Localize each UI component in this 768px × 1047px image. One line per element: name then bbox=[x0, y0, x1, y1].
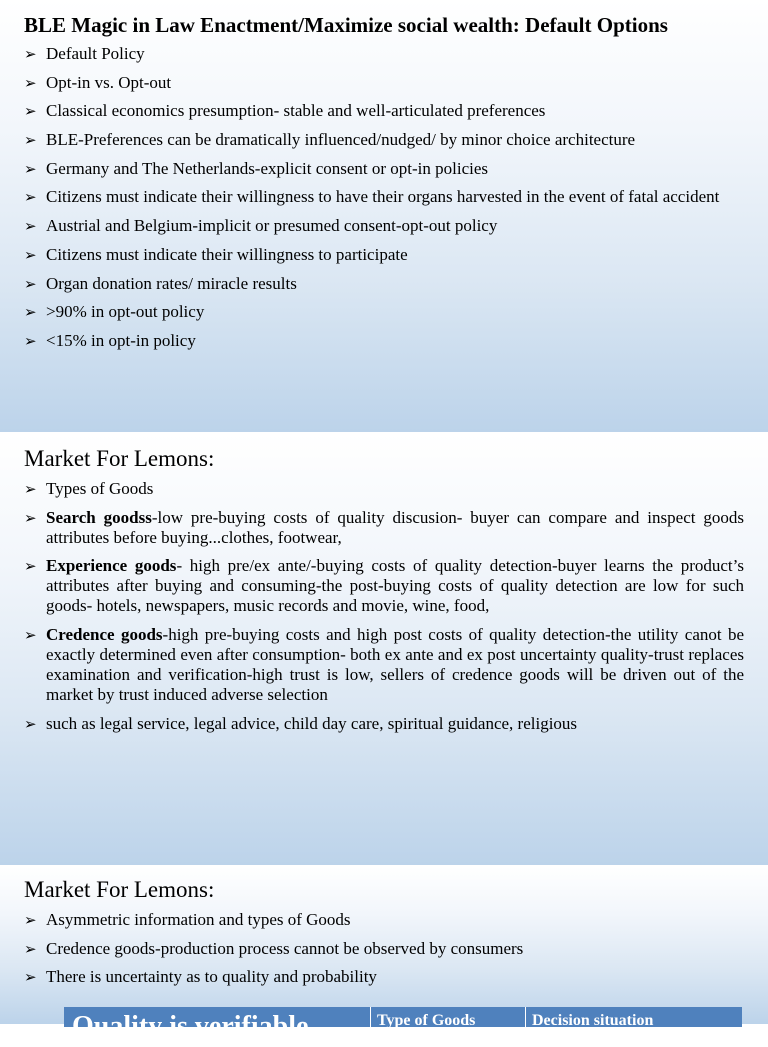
list-item: ➢ <15% in opt-in policy bbox=[24, 330, 196, 350]
list-item: ➢ Search goodss-low pre-buying costs of quality discusion- buyer can compare and inspect goods attributes before buying...clothes, footwear, bbox=[24, 507, 744, 547]
arrowhead-bullet-icon: ➢ bbox=[24, 217, 37, 236]
goods-table-header bbox=[64, 1007, 742, 1042]
arrowhead-bullet-icon: ➢ bbox=[24, 714, 37, 733]
arrowhead-bullet-icon: ➢ bbox=[24, 102, 37, 121]
arrowhead-bullet-icon: ➢ bbox=[24, 245, 37, 264]
list-item: ➢ Germany and The Netherlands-explicit consent or opt-in policies bbox=[24, 158, 489, 178]
arrowhead-bullet-icon: ➢ bbox=[24, 45, 37, 63]
arrowhead-bullet-icon: ➢ bbox=[24, 508, 37, 527]
list-item: ➢ Experience goods- high pre/ex ante/-buying costs of quality detection-buyer learns the product’s attributes after buying and consuming-the post-buying costs of quality detection are low for such goods- hotels, newspapers, music records and movie, wine, food, bbox=[24, 556, 744, 616]
list-item: ➢ Credence goods-production process cannot be observed by consumers bbox=[24, 938, 524, 958]
list-item: ➢ Citizens must indicate their willingness to participate bbox=[24, 244, 408, 264]
arrowhead-bullet-icon: ➢ bbox=[24, 73, 37, 92]
list-item: ➢ Types of Goods bbox=[24, 479, 154, 498]
list-item: ➢ >90% in opt-out policy bbox=[24, 302, 205, 322]
list-item: ➢ Classical economics presumption- stable and well-articulated preferences bbox=[24, 101, 546, 121]
list-item: ➢ Opt-in vs. Opt-out bbox=[24, 72, 172, 92]
list-item: ➢ Credence goods-high pre-buying costs and high post costs of quality detection-the utility canot be exactly determined even after consumption- both ex ante and ex post uncertainty quality-trust replaces examination and verification-high trust is low, sellers of credence goods will be driven out of the market by trust induced adverse selection bbox=[24, 625, 744, 705]
slide-market-for-lemons-information bbox=[0, 867, 768, 1042]
arrowhead-bullet-icon: ➢ bbox=[24, 188, 37, 207]
slide-title: BLE Magic in Law Enactment/Maximize social wealth: Default Options bbox=[24, 13, 668, 37]
list-item: ➢ BLE-Preferences can be dramatically influenced/nudged/ by minor choice architecture bbox=[24, 130, 636, 150]
term-label: Experience goods bbox=[46, 556, 177, 576]
slide-market-for-lemons-goods bbox=[0, 434, 768, 865]
term-label: Credence goods bbox=[46, 625, 163, 645]
bullet-list bbox=[24, 479, 744, 742]
list-item: ➢ Austrial and Belgium-implicit or presumed consent-opt-out policy bbox=[24, 216, 498, 236]
table-header-type: Type of Goods bbox=[370, 1007, 525, 1027]
bullet-list bbox=[24, 910, 744, 996]
table-header-decision: Decision situation bbox=[525, 1007, 742, 1027]
list-item: ➢ Organ donation rates/ miracle results bbox=[24, 273, 297, 293]
arrowhead-bullet-icon: ➢ bbox=[24, 557, 37, 576]
slide-default-options bbox=[0, 0, 768, 432]
arrowhead-bullet-icon: ➢ bbox=[24, 331, 37, 350]
arrowhead-bullet-icon: ➢ bbox=[24, 911, 37, 929]
arrowhead-bullet-icon: ➢ bbox=[24, 939, 37, 958]
term-label: Search goodss bbox=[46, 507, 152, 527]
list-item: ➢ Asymmetric information and types of Goods bbox=[24, 910, 351, 929]
list-item: ➢ such as legal service, legal advice, child day care, spiritual guidance, religious bbox=[24, 713, 578, 733]
bullet-list bbox=[24, 44, 744, 360]
slide-title: Market For Lemons: bbox=[24, 877, 215, 902]
slide-title: Market For Lemons: bbox=[24, 446, 215, 471]
arrowhead-bullet-icon: ➢ bbox=[24, 968, 37, 987]
arrowhead-bullet-icon: ➢ bbox=[24, 480, 37, 498]
list-item: ➢ There is uncertainty as to quality and probability bbox=[24, 967, 377, 987]
arrowhead-bullet-icon: ➢ bbox=[24, 159, 37, 178]
arrowhead-bullet-icon: ➢ bbox=[24, 626, 37, 645]
list-item: ➢ Citizens must indicate their willingness to have their organs harvested in the event of fatal accident bbox=[24, 187, 720, 207]
list-item: ➢ Default Policy bbox=[24, 44, 145, 63]
arrowhead-bullet-icon: ➢ bbox=[24, 131, 37, 150]
table-header-quality: Quality is verifiable bbox=[72, 1011, 309, 1042]
arrowhead-bullet-icon: ➢ bbox=[24, 303, 37, 322]
arrowhead-bullet-icon: ➢ bbox=[24, 274, 37, 293]
